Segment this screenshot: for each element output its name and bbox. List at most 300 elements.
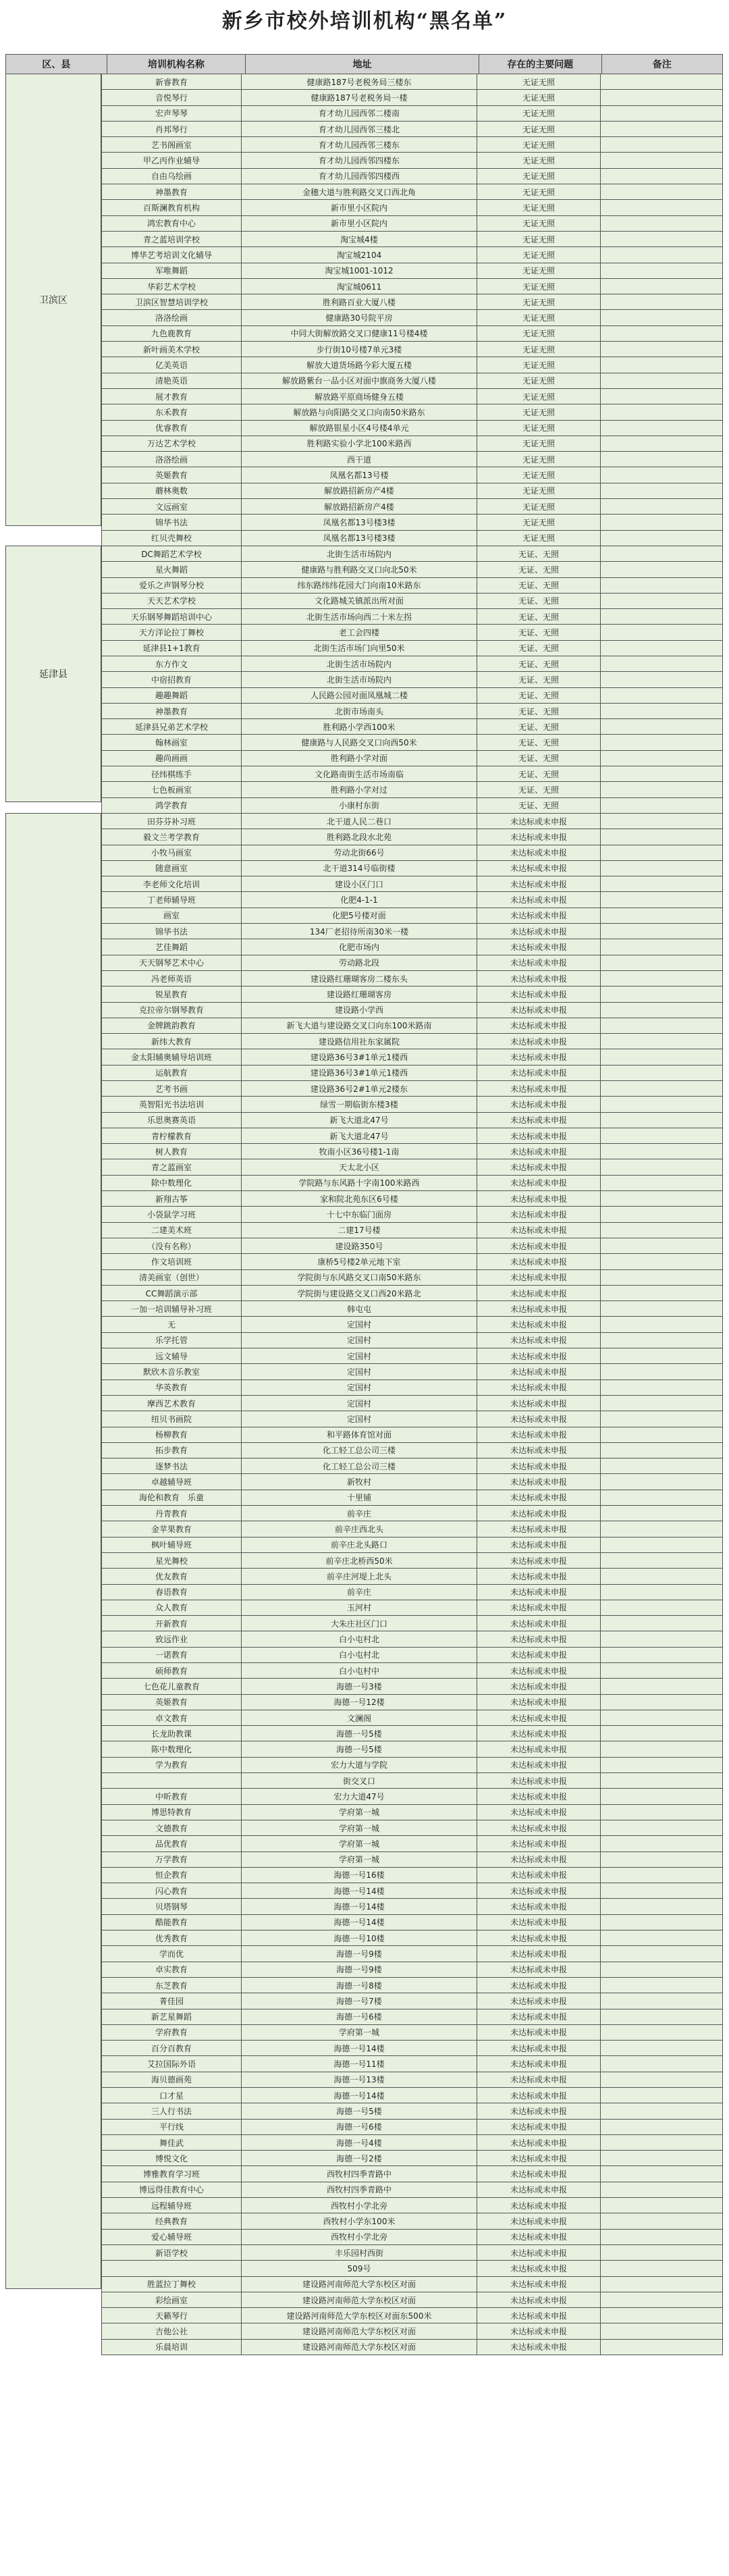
address-cell: 建设路信用社东家属院 xyxy=(241,1033,477,1049)
problem-cell: 未达标或未申报 xyxy=(477,891,601,908)
remark-cell xyxy=(600,2055,723,2072)
remark-cell xyxy=(600,1945,723,1962)
org-name-cell: 延津县兄弟艺术学校 xyxy=(101,718,242,735)
address-cell: 解放路与向阳路交叉口向南50米路东 xyxy=(241,404,477,420)
org-name-cell: 万学教育 xyxy=(101,1851,242,1868)
address-cell: 老工会四楼 xyxy=(241,624,477,640)
problem-cell: 未达标或未申报 xyxy=(477,923,601,939)
table-row xyxy=(101,2135,722,2151)
problem-cell: 未达标或未申报 xyxy=(477,2103,601,2119)
table-row xyxy=(101,1238,722,1254)
remark-cell xyxy=(600,498,723,515)
problem-cell: 无证、无照 xyxy=(477,671,601,687)
problem-cell: 未达标或未申报 xyxy=(477,1128,601,1144)
header-problem: 存在的主要问题 xyxy=(479,54,601,74)
org-name-cell: 神墨教育 xyxy=(101,703,242,719)
table-row xyxy=(101,389,722,404)
problem-cell: 无证无照 xyxy=(477,325,601,342)
remark-cell xyxy=(600,845,723,861)
problem-cell: 未达标或未申报 xyxy=(477,1820,601,1836)
problem-cell: 未达标或未申报 xyxy=(477,2072,601,2088)
table-row xyxy=(101,1034,722,1049)
org-name-cell: 锐星教育 xyxy=(101,986,242,1002)
remark-cell xyxy=(600,1253,723,1269)
problem-cell: 未达标或未申报 xyxy=(477,1018,601,1034)
remark-cell xyxy=(600,624,723,640)
org-name-cell: 致远作业 xyxy=(101,1631,242,1647)
problem-cell: 未达标或未申报 xyxy=(477,970,601,987)
remark-cell xyxy=(600,404,723,420)
remark-cell xyxy=(600,1962,723,1978)
problem-cell: 未达标或未申报 xyxy=(477,1159,601,1175)
problem-cell: 无证无照 xyxy=(477,121,601,137)
problem-cell: 未达标或未申报 xyxy=(477,2055,601,2072)
problem-cell: 未达标或未申报 xyxy=(477,1363,601,1379)
table-row xyxy=(101,2056,722,2072)
remark-cell xyxy=(600,1332,723,1348)
remark-cell xyxy=(600,797,723,814)
table-row xyxy=(101,1301,722,1317)
problem-cell: 未达标或未申报 xyxy=(477,1332,601,1348)
address-cell: 学院街与东风路交叉口南50米路东 xyxy=(241,1269,477,1286)
address-cell: 十里铺 xyxy=(241,1490,477,1506)
problem-cell: 未达标或未申报 xyxy=(477,2276,601,2292)
table-row xyxy=(101,1758,722,1773)
problem-cell: 未达标或未申报 xyxy=(477,2009,601,2025)
org-name-cell: 学为教育 xyxy=(101,1757,242,1773)
problem-cell: 未达标或未申报 xyxy=(477,860,601,876)
address-cell: 玉河村 xyxy=(241,1600,477,1616)
table-row xyxy=(101,342,722,357)
address-cell: 北干道314号临街楼 xyxy=(241,860,477,876)
org-name-cell: 新纬大教育 xyxy=(101,1033,242,1049)
org-name-cell: 艾拉国际外语 xyxy=(101,2055,242,2072)
problem-cell: 无证无照 xyxy=(477,168,601,184)
address-cell: 海德一号14楼 xyxy=(241,1914,477,1930)
org-name-cell: 博雅教育学习班 xyxy=(101,2165,242,2182)
table-row xyxy=(101,672,722,687)
address-cell: 建设小区门口 xyxy=(241,876,477,892)
remark-cell xyxy=(600,451,723,467)
table-row xyxy=(101,1223,722,1238)
table-row xyxy=(101,310,722,325)
table-row xyxy=(101,263,722,279)
address-cell: 新飞大道北47号 xyxy=(241,1112,477,1128)
org-name-cell: 音悦琴行 xyxy=(101,89,242,105)
address-cell: 化肥5号楼对面 xyxy=(241,908,477,924)
org-name-cell: 中宿招教育 xyxy=(101,671,242,687)
table-row xyxy=(101,2230,722,2245)
address-cell: 胜利路百业大厦八楼 xyxy=(241,294,477,310)
org-name-cell: 无 xyxy=(101,1316,242,1332)
problem-cell: 未达标或未申报 xyxy=(477,1285,601,1301)
problem-cell: 未达标或未申报 xyxy=(477,1788,601,1804)
org-name-cell: 纽贝书画院 xyxy=(101,1411,242,1427)
address-cell: 胜利路小学对面 xyxy=(241,750,477,766)
remark-cell xyxy=(600,1269,723,1286)
table-row xyxy=(101,1411,722,1427)
address-cell: 丰乐园村西街 xyxy=(241,2244,477,2261)
problem-cell: 未达标或未申报 xyxy=(477,1710,601,1726)
remark-cell xyxy=(600,1363,723,1379)
table-row xyxy=(101,1820,722,1836)
remark-cell xyxy=(600,1694,723,1710)
address-cell: 健康路与胜利路交叉口向北50米 xyxy=(241,561,477,577)
remark-cell xyxy=(600,1505,723,1521)
remark-cell xyxy=(600,2323,723,2339)
table-row xyxy=(101,719,722,735)
table-row xyxy=(101,1537,722,1553)
problem-cell: 未达标或未申报 xyxy=(477,1647,601,1663)
table-row xyxy=(101,1207,722,1222)
org-name-cell: 清艳英语 xyxy=(101,373,242,389)
table-row xyxy=(101,2151,722,2166)
address-cell: 建设路36号2#1单元2楼东 xyxy=(241,1080,477,1097)
table-row xyxy=(101,1176,722,1191)
table-row xyxy=(101,1364,722,1379)
org-name-cell: 运航教育 xyxy=(101,1065,242,1081)
address-cell: 街交叉口 xyxy=(241,1772,477,1789)
remark-cell xyxy=(600,420,723,436)
table-row xyxy=(101,2308,722,2323)
address-cell: 劳动北街66号 xyxy=(241,845,477,861)
org-name-cell: 华彩艺术学校 xyxy=(101,278,242,294)
table-row xyxy=(101,1427,722,1443)
problem-cell: 未达标或未申报 xyxy=(477,2339,601,2355)
table-row xyxy=(101,1585,722,1600)
remark-cell xyxy=(600,734,723,750)
address-cell: 家和院北苑东区6号楼 xyxy=(241,1190,477,1207)
address-cell: 人民路公园对面凤凰城二楼 xyxy=(241,687,477,704)
remark-cell xyxy=(600,1804,723,1820)
problem-cell: 未达标或未申报 xyxy=(477,1835,601,1851)
remark-cell xyxy=(600,184,723,200)
table-row xyxy=(101,924,722,939)
address-cell: 淘宝城4楼 xyxy=(241,231,477,247)
remark-cell xyxy=(600,593,723,609)
org-name-cell: 锦华书法 xyxy=(101,923,242,939)
problem-cell: 未达标或未申报 xyxy=(477,1458,601,1474)
remark-cell xyxy=(600,1033,723,1049)
org-name-cell: 学而优 xyxy=(101,1945,242,1962)
remark-cell xyxy=(600,1490,723,1506)
table-row xyxy=(101,955,722,971)
table-row xyxy=(101,1679,722,1694)
table-row xyxy=(101,1569,722,1584)
org-name-cell xyxy=(101,2260,242,2276)
table-row xyxy=(101,1978,722,1993)
problem-cell: 无证无照 xyxy=(477,483,601,499)
org-name-cell: 金苹果教育 xyxy=(101,1521,242,1537)
org-name-cell: 优秀教育 xyxy=(101,1930,242,1946)
address-cell: 海德一号8楼 xyxy=(241,1977,477,1993)
org-name-cell: 丁老师辅导班 xyxy=(101,891,242,908)
table-row xyxy=(101,594,722,609)
remark-cell xyxy=(600,1096,723,1112)
remark-cell xyxy=(600,2182,723,2198)
problem-cell: 未达标或未申报 xyxy=(477,1804,601,1820)
problem-cell: 无证、无照 xyxy=(477,766,601,782)
problem-cell: 未达标或未申报 xyxy=(477,939,601,955)
table-row xyxy=(101,1458,722,1474)
table-row xyxy=(101,2323,722,2339)
address-cell: 新飞大道与建设路交叉口向东100米路南 xyxy=(241,1018,477,1034)
org-name-cell: 画室 xyxy=(101,908,242,924)
problem-cell: 无证无照 xyxy=(477,420,601,436)
org-name-cell: 神墨教育 xyxy=(101,184,242,200)
problem-cell: 无证无照 xyxy=(477,530,601,546)
address-cell: 白小屯村北 xyxy=(241,1647,477,1663)
address-cell: 牧南小区36号楼1-1南 xyxy=(241,1143,477,1159)
org-name-cell: 天籁琴行 xyxy=(101,2307,242,2323)
remark-cell xyxy=(600,860,723,876)
org-name-cell: 金牌跳韵教育 xyxy=(101,1018,242,1034)
problem-cell: 无证、无照 xyxy=(477,687,601,704)
remark-cell xyxy=(600,766,723,782)
address-cell: 新市里小区院内 xyxy=(241,199,477,215)
address-cell: 韩屯屯 xyxy=(241,1300,477,1317)
remark-cell xyxy=(600,74,723,90)
table-row xyxy=(101,499,722,515)
table-row xyxy=(101,531,722,546)
address-cell: 和平路体育馆对面 xyxy=(241,1427,477,1443)
remark-cell xyxy=(600,2292,723,2308)
problem-cell: 无证、无照 xyxy=(477,750,601,766)
address-cell: 海德一号14楼 xyxy=(241,1883,477,1899)
table-row xyxy=(101,153,722,168)
problem-cell: 未达标或未申报 xyxy=(477,1631,601,1647)
table-row xyxy=(101,1286,722,1301)
table-row xyxy=(101,1773,722,1789)
remark-cell xyxy=(600,309,723,325)
remark-cell xyxy=(600,215,723,232)
table-row xyxy=(101,1380,722,1396)
address-cell: 建设路河南师范大学东校区对面 xyxy=(241,2292,477,2308)
org-name-cell: 东芝教育 xyxy=(101,1977,242,1993)
org-name-cell: 青之蓝画室 xyxy=(101,1159,242,1175)
table-row xyxy=(101,1962,722,1978)
address-cell: 解放大道货场路今彩大厦五楼 xyxy=(241,357,477,373)
table-row xyxy=(101,2041,722,2056)
table-row xyxy=(101,939,722,955)
address-cell: 海德一号6楼 xyxy=(241,2119,477,2135)
org-name-cell: 贝塔钢琴 xyxy=(101,1898,242,1914)
table-row xyxy=(101,609,722,625)
address-cell: 胜利路小学对过 xyxy=(241,781,477,797)
table-row xyxy=(101,2103,722,2119)
table-row xyxy=(101,515,722,530)
problem-cell: 未达标或未申报 xyxy=(477,1930,601,1946)
problem-cell: 未达标或未申报 xyxy=(477,2165,601,2182)
district-cell xyxy=(5,813,101,2289)
remark-cell xyxy=(600,2197,723,2213)
org-name-cell: 鸿宏教育中心 xyxy=(101,215,242,232)
org-name-cell: 逐梦书法 xyxy=(101,1458,242,1474)
remark-cell xyxy=(600,530,723,546)
org-name-cell: 东方作文 xyxy=(101,656,242,672)
remark-cell xyxy=(600,168,723,184)
org-name-cell: 红贝壳舞校 xyxy=(101,530,242,546)
table-row xyxy=(101,1805,722,1820)
table-row xyxy=(101,2261,722,2276)
problem-cell: 无证无照 xyxy=(477,199,601,215)
problem-cell: 未达标或未申报 xyxy=(477,2040,601,2056)
org-name-cell: 百斯澜教育机构 xyxy=(101,199,242,215)
address-cell: 学府第一城 xyxy=(241,1804,477,1820)
address-cell: 建设路350号 xyxy=(241,1238,477,1254)
problem-cell: 无证、无照 xyxy=(477,624,601,640)
remark-cell xyxy=(600,1112,723,1128)
problem-cell: 未达标或未申报 xyxy=(477,2134,601,2151)
address-cell: 海德一号5楼 xyxy=(241,1741,477,1757)
remark-cell xyxy=(600,2119,723,2135)
remark-cell xyxy=(600,373,723,389)
table-row xyxy=(101,1113,722,1128)
problem-cell: 未达标或未申报 xyxy=(477,1238,601,1254)
table-row xyxy=(101,1348,722,1364)
table-row xyxy=(101,279,722,294)
problem-cell: 未达标或未申报 xyxy=(477,845,601,861)
org-name-cell: 博远得佳教育中心 xyxy=(101,2182,242,2198)
org-name-cell: 翰林画室 xyxy=(101,734,242,750)
table-row xyxy=(101,1726,722,1741)
problem-cell: 无证、无照 xyxy=(477,577,601,594)
district-group xyxy=(5,546,722,814)
address-cell: 健康路30号院平房 xyxy=(241,309,477,325)
table-row xyxy=(101,751,722,766)
address-cell: 海德一号9楼 xyxy=(241,1945,477,1962)
table-row xyxy=(101,106,722,122)
org-name-cell: 开新教育 xyxy=(101,1615,242,1631)
remark-cell xyxy=(600,1018,723,1034)
table-row xyxy=(101,1254,722,1269)
remark-cell xyxy=(600,1835,723,1851)
remark-cell xyxy=(600,2040,723,2056)
remark-cell xyxy=(600,89,723,105)
remark-cell xyxy=(600,278,723,294)
address-cell: 定国村 xyxy=(241,1348,477,1364)
org-name-cell: 七色花儿童教育 xyxy=(101,1678,242,1694)
problem-cell: 无证、无照 xyxy=(477,546,601,562)
table-row xyxy=(101,184,722,200)
table-row xyxy=(101,1081,722,1097)
remark-cell xyxy=(600,1914,723,1930)
problem-cell: 未达标或未申报 xyxy=(477,2024,601,2041)
table-row xyxy=(101,2292,722,2308)
table-row xyxy=(101,122,722,137)
table-row xyxy=(101,1003,722,1018)
problem-cell: 未达标或未申报 xyxy=(477,1411,601,1427)
problem-cell: 无证、无照 xyxy=(477,561,601,577)
blacklist-table xyxy=(5,54,722,2355)
remark-cell xyxy=(600,1867,723,1883)
org-name-cell: DC舞蹈艺术学校 xyxy=(101,546,242,562)
org-name-cell: 学府教育 xyxy=(101,2024,242,2041)
table-row xyxy=(101,1946,722,1962)
table-row xyxy=(101,2245,722,2261)
address-cell: 西干道 xyxy=(241,451,477,467)
address-cell: 海德一号5楼 xyxy=(241,1725,477,1741)
remark-cell xyxy=(600,2276,723,2292)
remark-cell xyxy=(600,121,723,137)
problem-cell: 未达标或未申报 xyxy=(477,1096,601,1112)
org-name-cell: 英智阳光书法培训 xyxy=(101,1096,242,1112)
address-cell: 海德一号6楼 xyxy=(241,2009,477,2025)
remark-cell xyxy=(600,2134,723,2151)
address-cell: 定国村 xyxy=(241,1332,477,1348)
org-name-cell: 长龙助教课 xyxy=(101,1725,242,1741)
org-name-cell: 趣趣舞蹈 xyxy=(101,687,242,704)
org-name-cell: 博华艺考培训文化辅导 xyxy=(101,246,242,263)
table-row xyxy=(101,1018,722,1034)
address-cell: 宏力大道47号 xyxy=(241,1788,477,1804)
address-cell: 北街生活市场向西二十米左拐 xyxy=(241,608,477,625)
remark-cell xyxy=(600,246,723,263)
table-row xyxy=(101,766,722,782)
address-cell: 白小屯村中 xyxy=(241,1662,477,1679)
remark-cell xyxy=(600,1521,723,1537)
org-name-cell: 洛洛绘画 xyxy=(101,309,242,325)
org-name-cell: 一诺教育 xyxy=(101,1647,242,1663)
address-cell: 凤凰名都13号楼 xyxy=(241,467,477,483)
problem-cell: 未达标或未申报 xyxy=(477,1269,601,1286)
remark-cell xyxy=(600,1930,723,1946)
address-cell: 淘宝城1001-1012 xyxy=(241,263,477,279)
remark-cell xyxy=(600,1772,723,1789)
org-name-cell: 乐晨培训 xyxy=(101,2339,242,2355)
address-cell: 解放路平原商场健身五楼 xyxy=(241,388,477,404)
remark-cell xyxy=(600,703,723,719)
problem-cell: 未达标或未申报 xyxy=(477,1851,601,1868)
org-name-cell: 天天艺术学校 xyxy=(101,593,242,609)
problem-cell: 未达标或未申报 xyxy=(477,1065,601,1081)
remark-cell xyxy=(600,2087,723,2103)
org-name-cell: 天天钢琴艺术中心 xyxy=(101,955,242,971)
org-name-cell: 百分百教育 xyxy=(101,2040,242,2056)
address-cell: 定国村 xyxy=(241,1316,477,1332)
remark-cell xyxy=(600,1238,723,1254)
remark-cell xyxy=(600,656,723,672)
district-group xyxy=(5,814,722,2355)
address-cell: 海德一号7楼 xyxy=(241,1993,477,2009)
table-row xyxy=(101,1631,722,1647)
problem-cell: 无证、无照 xyxy=(477,608,601,625)
problem-cell: 未达标或未申报 xyxy=(477,1002,601,1018)
address-cell: 学府第一城 xyxy=(241,2024,477,2041)
problem-cell: 无证无照 xyxy=(477,341,601,357)
table-row xyxy=(101,1899,722,1914)
problem-cell: 未达标或未申报 xyxy=(477,1945,601,1962)
problem-cell: 无证、无照 xyxy=(477,718,601,735)
org-name-cell: 作文培训班 xyxy=(101,1253,242,1269)
address-cell: 前辛庄北头路口 xyxy=(241,1537,477,1553)
org-name-cell: 星火舞蹈 xyxy=(101,561,242,577)
remark-cell xyxy=(600,357,723,373)
remark-cell xyxy=(600,1065,723,1081)
remark-cell xyxy=(600,1552,723,1569)
remark-cell xyxy=(600,1741,723,1757)
remark-cell xyxy=(600,608,723,625)
org-name-cell: 新艺星舞蹈 xyxy=(101,2009,242,2025)
problem-cell: 未达标或未申报 xyxy=(477,908,601,924)
table-row xyxy=(101,1915,722,1930)
problem-cell: 未达标或未申报 xyxy=(477,1741,601,1757)
org-name-cell: 军唯舞蹈 xyxy=(101,263,242,279)
address-cell: 建设路河南师范大学东校区对面东500米 xyxy=(241,2307,477,2323)
problem-cell: 无证无照 xyxy=(477,231,601,247)
address-cell: 建设路红珊瑚客房 xyxy=(241,986,477,1002)
org-name-cell: 乐学托管 xyxy=(101,1332,242,1348)
